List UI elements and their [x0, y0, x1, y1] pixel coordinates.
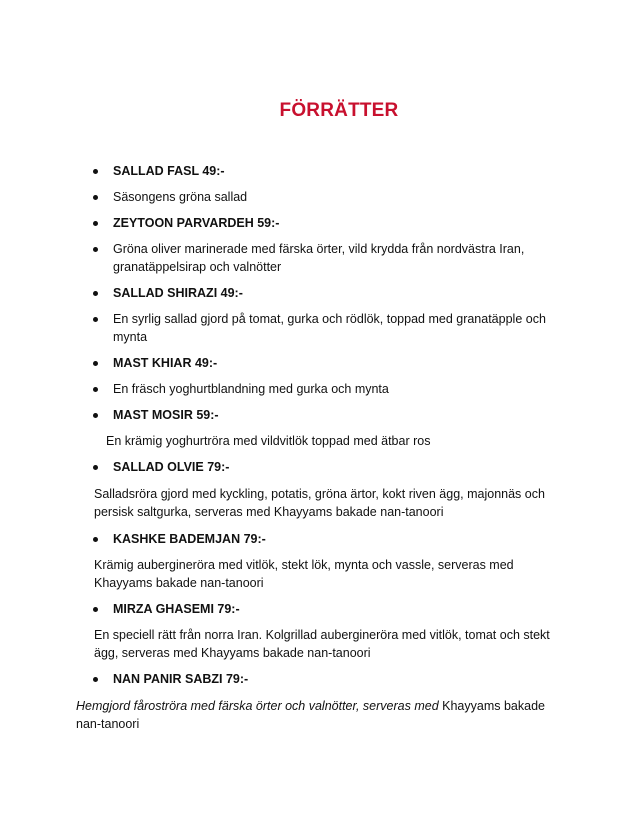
menu-item-sallad-fasl: SALLAD FASL 49:- — [0, 162, 225, 180]
description-regular: Khayyams bakade — [438, 699, 545, 713]
menu-item-description: En fräsch yoghurtblandning med gurka och mynta — [0, 380, 389, 398]
menu-item-mast-mosir: MAST MOSIR 59:- — [0, 406, 219, 424]
menu-item-description: Salladsröra gjord med kyckling, potatis, gröna ärtor, kokt riven ägg, majonnäs och — [94, 487, 545, 501]
menu-item-mast-khiar: MAST KHIAR 49:- — [0, 354, 217, 372]
menu-item-description-cont: ägg, serveras med Khayyams bakade nan-tanoori — [94, 646, 371, 660]
page-title: FÖRRÄTTER — [279, 100, 399, 121]
menu-item-nan-panir-sabzi: NAN PANIR SABZI 79:- — [0, 670, 248, 688]
menu-item-description: Krämig auberginеröra med vitlök, stekt lök, mynta och vassle, serveras med — [94, 558, 514, 572]
menu-item-description: En syrlig sallad gjord på tomat, gurka och rödlök, toppad med granatäpple och — [0, 310, 546, 328]
menu-item-description-cont: granatäppelsirap och valnötter — [113, 260, 282, 274]
menu-item-mirza-ghasemi: MIRZA GHASEMI 79:- — [0, 600, 240, 618]
menu-item-kashke-bademjan: KASHKE BADEMJAN 79:- — [0, 530, 266, 548]
menu-item-description-cont: Khayyams bakade nan-tanoori — [94, 576, 264, 590]
menu-item-sallad-olvie: SALLAD OLVIE 79:- — [0, 458, 229, 476]
menu-item-description: Säsongens gröna sallad — [0, 188, 247, 206]
menu-item-zeytoon-parvardeh: ZEYTOON PARVARDEH 59:- — [0, 214, 279, 232]
menu-item-description: Gröna oliver marinerade med färska örter, vild krydda från nordvästra Iran, — [0, 240, 524, 258]
menu-item-description — [76, 697, 545, 715]
menu-item-description: En speciell rätt från norra Iran. Kolgrillad auberginеröra med vitlök, tomat och stekt — [94, 628, 550, 642]
menu-item-description-cont: mynta — [113, 330, 148, 344]
menu-item-description-cont: persisk saltgurka, serveras med Khayyams bakade nan-tanoori — [94, 505, 444, 519]
menu-item-description: En krämig yoghurtröra med vildvitlök toppad med ätbar ros — [106, 434, 431, 448]
menu-item-description-cont: nan-tanoori — [76, 717, 140, 731]
menu-item-sallad-shirazi: SALLAD SHIRAZI 49:- — [0, 284, 243, 302]
description-italic: Hemgjord fåroströra med färska örter och valnötter, serveras med — [76, 699, 439, 713]
